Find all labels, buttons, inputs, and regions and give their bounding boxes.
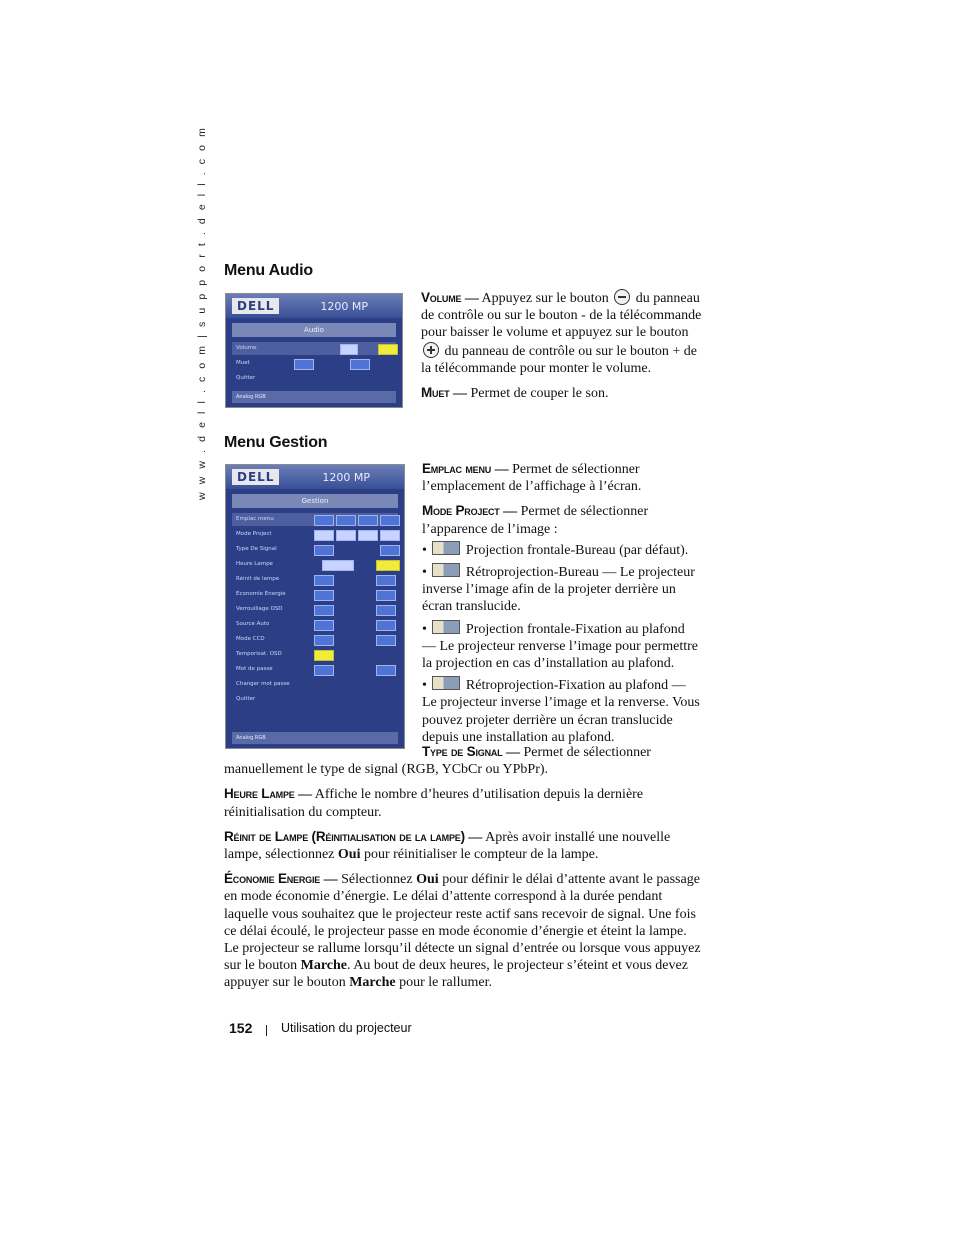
osd-row: Réinit de lampe: [232, 573, 398, 586]
rear-desktop-icon: [432, 563, 460, 577]
type-paragraph: Type de Signal — Permet de sélectionner manuellement le type de signal (RGB, YCbCr ou YPbPr).: [224, 744, 651, 778]
osd-row: Emplac menu: [232, 513, 398, 526]
osd-row: Mode Project: [232, 528, 398, 541]
osd-row: Temporisat. OSD: [232, 648, 398, 661]
osd-header: [226, 465, 404, 489]
bullet-item: • Rétroprojection-Bureau — Le projecteur inverse l’image afin de la projeter derrière un écran translucide.: [422, 565, 695, 615]
bullet-item: • Rétroprojection-Fixation au plafond — Le projecteur inverse l’image et la renverse. Vous pouvez projeter derrière un écran translucide depuis une installation au plafond.: [422, 678, 700, 745]
front-ceiling-icon: [432, 620, 460, 634]
muet-paragraph: Muet — Permet de couper le son.: [421, 385, 609, 402]
plus-button-icon: [423, 342, 439, 358]
minus-button-icon: [614, 289, 630, 305]
osd-header: [226, 294, 402, 318]
emplac-paragraph: Emplac menu — Permet de sélectionner l’emplacement de l’affichage à l’écran.: [422, 461, 642, 495]
audio-osd-screenshot: [225, 293, 403, 408]
side-url: w w w . d e l l . c o m | s u p p o r t . d e l l . c o m: [196, 125, 208, 500]
dell-logo: DELL: [232, 469, 279, 485]
gestion-osd-screenshot: [225, 464, 405, 749]
reinit-paragraph: Réinit de Lampe (Réinitialisation de la lampe) — Après avoir installé une nouvelle lampe, sélectionnez Oui pour réinitialiser le compteur de la lampe.: [224, 828, 671, 863]
osd-row: Mot de passe: [232, 663, 398, 676]
osd-title: Audio: [232, 323, 396, 337]
volume-paragraph: Volume — Appuyez sur le bouton du panneau de contrôle ou sur le bouton - de la télécommande pour baisser le volume et appuyez sur le bouton du panneau de contrôle ou sur le bouton + de la télécommande pour monter le volume.: [421, 290, 702, 376]
osd-footer: Analog RGB: [232, 732, 398, 744]
page-number: 152: [229, 1020, 253, 1036]
osd-row: Quitter: [236, 696, 256, 702]
osd-row: Economie Energie: [232, 588, 398, 601]
audio-heading: Menu Audio: [224, 262, 313, 279]
osd-row: Changer mot passe: [236, 681, 290, 687]
osd-row: Volume: [232, 342, 396, 355]
osd-footer: Analog RGB: [232, 391, 396, 403]
osd-model: 1200 MP: [322, 470, 370, 484]
osd-row: Verrouillage OSD: [232, 603, 398, 616]
footer-section: Utilisation du projecteur: [281, 1021, 412, 1035]
osd-model: 1200 MP: [320, 299, 368, 313]
osd-title: Gestion: [232, 494, 398, 508]
audio-text: [421, 289, 703, 409]
footer-divider: [266, 1025, 267, 1036]
osd-row: Source Auto: [232, 618, 398, 631]
rear-ceiling-icon: [432, 676, 460, 690]
osd-row: Mode CCD: [232, 633, 398, 646]
bullet-item: • Projection frontale-Bureau (par défaut).: [422, 542, 689, 558]
gestion-full-text: [224, 743, 702, 999]
osd-row: Type De Signal: [232, 543, 398, 556]
gestion-right-text: [422, 460, 702, 750]
osd-row: Quitter: [236, 375, 256, 381]
osd-row: Heure Lampe: [232, 558, 398, 571]
mode-paragraph: Mode Project — Permet de sélectionner l’apparence de l’image :: [422, 503, 649, 537]
dell-logo: DELL: [232, 298, 279, 314]
gestion-heading: Menu Gestion: [224, 434, 328, 451]
bullet-item: • Projection frontale-Fixation au plafond — Le projecteur renverse l’image pour permettre la projection en cas d’installation au plafond.: [422, 621, 698, 672]
osd-row: Muet: [232, 357, 396, 370]
front-desktop-icon: [432, 541, 460, 555]
eco-paragraph: Économie Energie — Sélectionnez Oui pour définir le délai d’attente avant le passage en mode économie d’énergie. Le délai d’attente correspond à la durée pendant laquelle vous souhaitez que le projecteur reste actif sans recevoir de signal. Une fois ce délai écoulé, le projecteur passe en mode économie d’énergie et éteint la lampe. Le projecteur se rallume lorsqu’il détecte un signal d’entrée ou lorsque vous appuyez sur le bouton Marche. Au bout de deux heures, le projecteur s’éteint et vous devez appuyer sur le bouton Marche pour le rallumer.: [224, 871, 701, 991]
heure-paragraph: Heure Lampe — Affiche le nombre d’heures d’utilisation depuis la dernière réinitialisation du compteur.: [224, 786, 644, 820]
